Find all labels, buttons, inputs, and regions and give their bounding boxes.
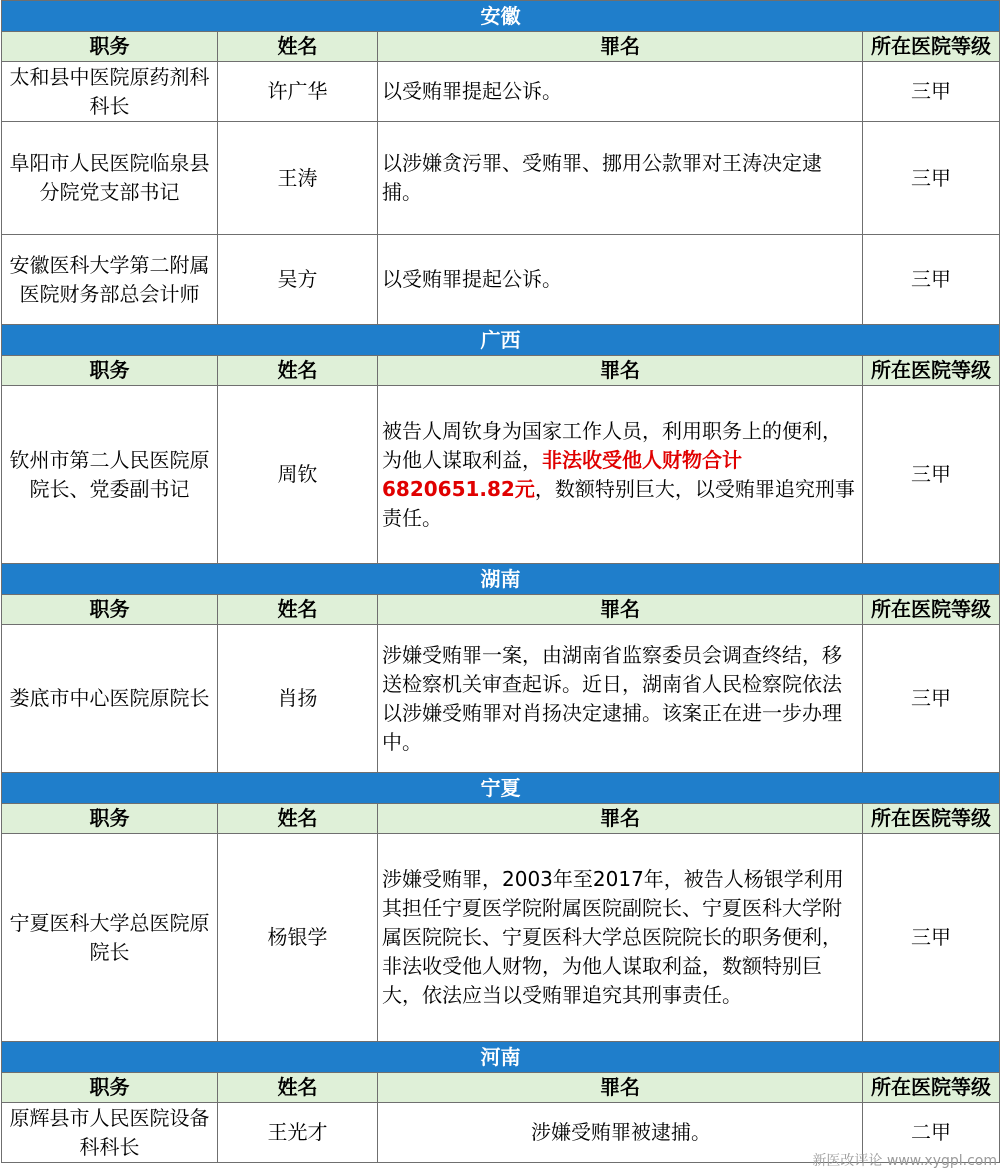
province-title: 宁夏	[2, 773, 1000, 804]
case-table	[1, 0, 1000, 1163]
cell-name: 王光才	[218, 1103, 378, 1163]
cell-level: 三甲	[863, 386, 1000, 564]
table-row	[2, 122, 1000, 235]
cell-charge: 以受贿罪提起公诉。	[378, 62, 863, 122]
cell-level: 三甲	[863, 625, 1000, 773]
header-position: 职务	[2, 804, 218, 834]
header-charge: 罪名	[378, 32, 863, 62]
cell-position: 阜阳市人民医院临泉县分院党支部书记	[2, 122, 218, 235]
cell-position: 原辉县市人民医院设备科科长	[2, 1103, 218, 1163]
header-position: 职务	[2, 595, 218, 625]
cell-level: 三甲	[863, 62, 1000, 122]
cell-name: 周钦	[218, 386, 378, 564]
cell-level: 二甲	[863, 1103, 1000, 1163]
province-row-guangxi	[2, 325, 1000, 356]
header-charge: 罪名	[378, 804, 863, 834]
cell-position: 钦州市第二人民医院原院长、党委副书记	[2, 386, 218, 564]
cell-name: 吴方	[218, 235, 378, 325]
column-header-row	[2, 32, 1000, 62]
province-row-henan	[2, 1042, 1000, 1073]
cell-level: 三甲	[863, 122, 1000, 235]
charge-text: ，数额特别巨大，以受贿罪追究刑事责任。	[382, 476, 855, 530]
header-level: 所在医院等级	[863, 1073, 1000, 1103]
province-row-anhui	[2, 1, 1000, 32]
header-name: 姓名	[218, 804, 378, 834]
cell-charge: 涉嫌受贿罪被逮捕。	[378, 1103, 863, 1163]
cell-name: 王涛	[218, 122, 378, 235]
header-charge: 罪名	[378, 356, 863, 386]
charge-text: 被告人周钦身为国家工作人员，利用职务上的便利，为他人谋取利益，	[382, 418, 842, 472]
cell-position: 宁夏医科大学总医院原院长	[2, 834, 218, 1042]
cell-name: 肖扬	[218, 625, 378, 773]
table-row	[2, 62, 1000, 122]
province-title: 湖南	[2, 564, 1000, 595]
cell-charge: 以涉嫌贪污罪、受贿罪、挪用公款罪对王涛决定逮捕。	[378, 122, 863, 235]
province-title: 河南	[2, 1042, 1000, 1073]
column-header-row	[2, 356, 1000, 386]
province-row-ningxia	[2, 773, 1000, 804]
cell-charge	[378, 386, 863, 564]
cell-name: 杨银学	[218, 834, 378, 1042]
watermark-text: 新医改评论 www.xygpl.com	[812, 1153, 997, 1169]
header-level: 所在医院等级	[863, 32, 1000, 62]
header-charge: 罪名	[378, 595, 863, 625]
cell-position: 娄底市中心医院原院长	[2, 625, 218, 773]
table-row	[2, 386, 1000, 564]
cell-charge: 涉嫌受贿罪，2003年至2017年，被告人杨银学利用其担任宁夏医学院附属医院副院长、宁夏医科大学附属医院院长、宁夏医科大学总医院院长的职务便利，非法收受他人财物，为他人谋取利益，数额特别巨大，依法应当以受贿罪追究其刑事责任。	[378, 834, 863, 1042]
column-header-row	[2, 1073, 1000, 1103]
header-charge: 罪名	[378, 1073, 863, 1103]
header-name: 姓名	[218, 1073, 378, 1103]
header-name: 姓名	[218, 595, 378, 625]
province-title: 安徽	[2, 1, 1000, 32]
cell-charge: 涉嫌受贿罪一案，由湖南省监察委员会调查终结，移送检察机关审查起诉。近日，湖南省人民检察院依法以涉嫌受贿罪对肖扬决定逮捕。该案正在进一步办理中。	[378, 625, 863, 773]
table-row	[2, 834, 1000, 1042]
cell-level: 三甲	[863, 834, 1000, 1042]
table-row	[2, 235, 1000, 325]
column-header-row	[2, 595, 1000, 625]
column-header-row	[2, 804, 1000, 834]
header-name: 姓名	[218, 356, 378, 386]
charge-amount-highlight: 非法收受他人财物合计6820651.82元	[382, 447, 742, 501]
header-position: 职务	[2, 1073, 218, 1103]
header-level: 所在医院等级	[863, 804, 1000, 834]
header-level: 所在医院等级	[863, 595, 1000, 625]
header-position: 职务	[2, 32, 218, 62]
cell-position: 太和县中医院原药剂科科长	[2, 62, 218, 122]
cell-position: 安徽医科大学第二附属医院财务部总会计师	[2, 235, 218, 325]
cell-level: 三甲	[863, 235, 1000, 325]
header-position: 职务	[2, 356, 218, 386]
province-row-hunan	[2, 564, 1000, 595]
header-level: 所在医院等级	[863, 356, 1000, 386]
province-title: 广西	[2, 325, 1000, 356]
cell-charge: 以受贿罪提起公诉。	[378, 235, 863, 325]
header-name: 姓名	[218, 32, 378, 62]
table-row	[2, 625, 1000, 773]
cell-name: 许广华	[218, 62, 378, 122]
